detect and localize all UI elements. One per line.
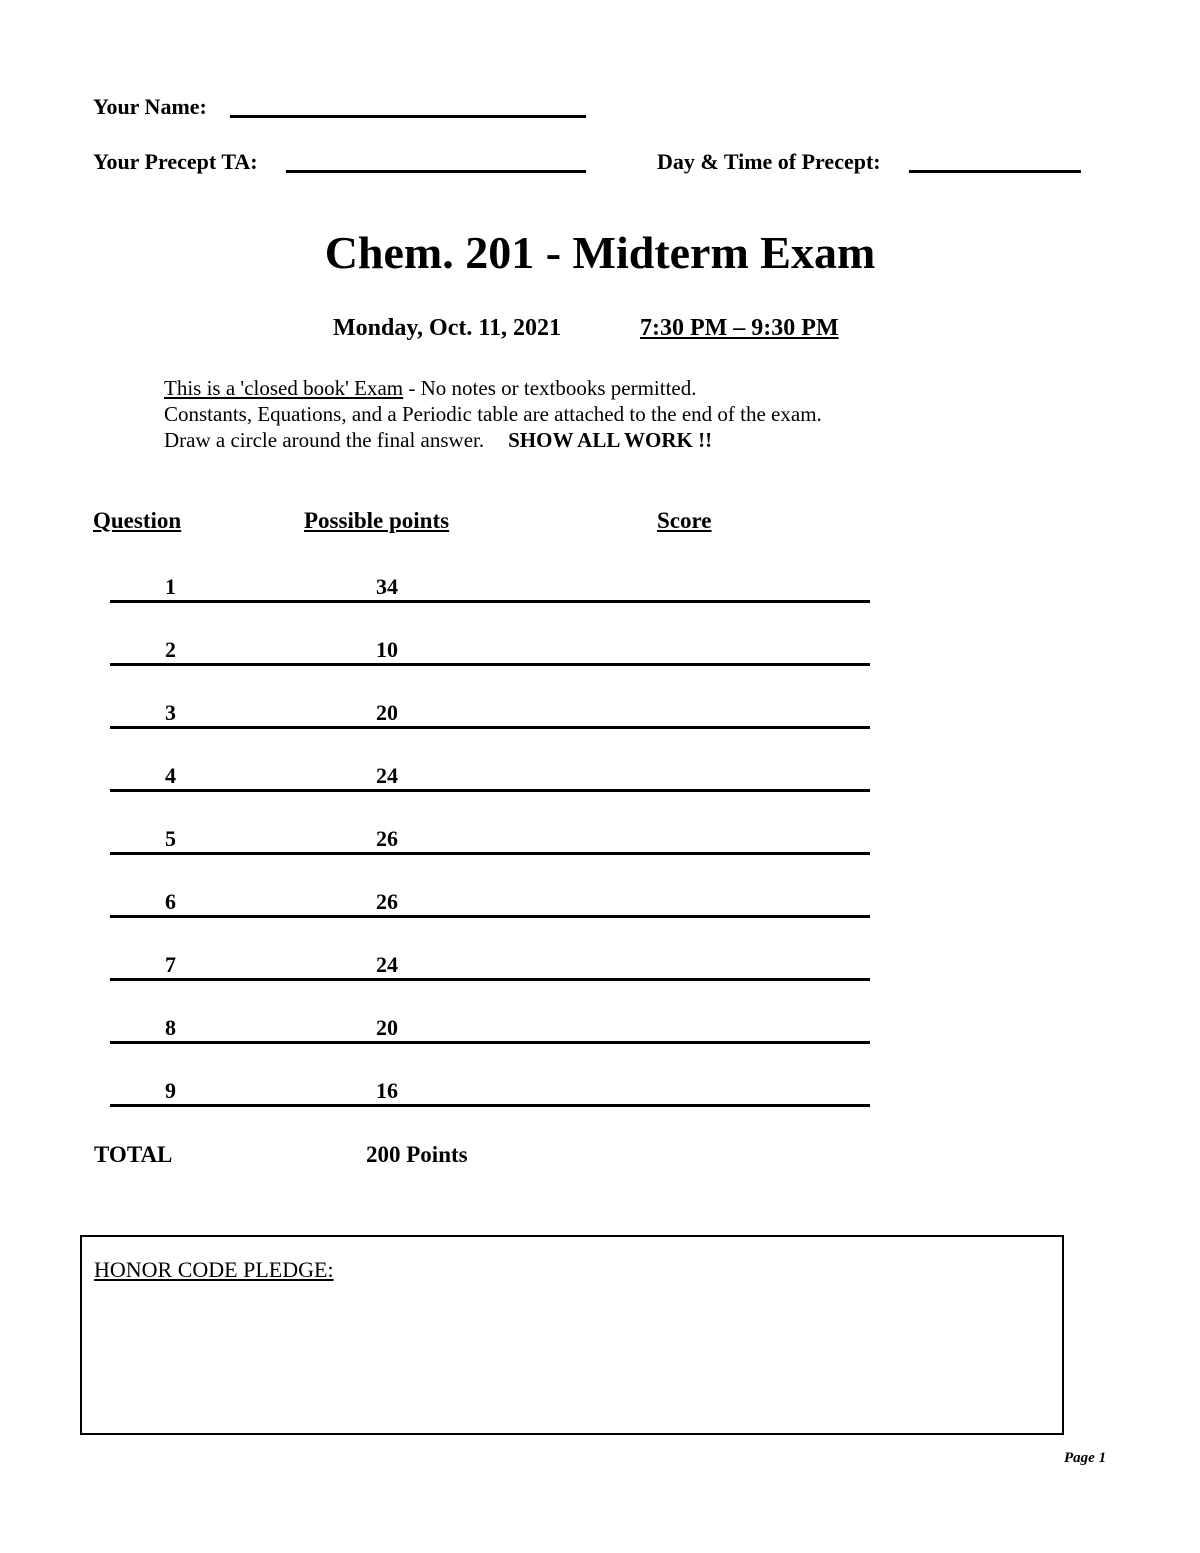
page-number: Page 1 bbox=[1064, 1450, 1107, 1466]
score-row[interactable] bbox=[110, 686, 870, 729]
total-points: 200 Points bbox=[366, 1142, 468, 1167]
possible-points: 16 bbox=[376, 1078, 398, 1103]
instruction-line-1 bbox=[164, 376, 697, 401]
precept-time-label: Day & Time of Precept: bbox=[657, 149, 881, 174]
name-input-line[interactable] bbox=[230, 115, 586, 118]
page-title: Chem. 201 - Midterm Exam bbox=[324, 227, 876, 278]
precept-ta-input-line[interactable] bbox=[286, 170, 586, 173]
closed-book-note: This is a 'closed book' Exam bbox=[164, 376, 404, 400]
score-row[interactable] bbox=[110, 623, 870, 666]
show-all-work-note: SHOW ALL WORK !! bbox=[508, 428, 713, 452]
question-column-header: Question bbox=[93, 508, 182, 533]
instruction-line-3 bbox=[164, 428, 712, 453]
name-label: Your Name: bbox=[93, 94, 207, 119]
possible-points: 34 bbox=[376, 574, 398, 599]
circle-answer-note: Draw a circle around the final answer. bbox=[164, 428, 485, 452]
question-number: 2 bbox=[165, 637, 176, 662]
possible-points: 26 bbox=[376, 889, 398, 914]
possible-points: 26 bbox=[376, 826, 398, 851]
honor-code-pledge-box[interactable] bbox=[80, 1235, 1064, 1435]
exam-date: Monday, Oct. 11, 2021 bbox=[333, 315, 562, 341]
score-row[interactable] bbox=[110, 560, 870, 603]
question-number: 1 bbox=[165, 574, 176, 599]
question-number: 4 bbox=[165, 763, 176, 788]
precept-time-input-line[interactable] bbox=[909, 170, 1081, 173]
question-number: 8 bbox=[165, 1015, 176, 1040]
score-row[interactable] bbox=[110, 1001, 870, 1044]
question-number: 9 bbox=[165, 1078, 176, 1103]
exam-time: 7:30 PM – 9:30 PM bbox=[640, 315, 839, 341]
possible-points: 10 bbox=[376, 637, 398, 662]
question-number: 3 bbox=[165, 700, 176, 725]
points-column-header: Possible points bbox=[304, 508, 450, 533]
score-row[interactable] bbox=[110, 749, 870, 792]
score-row[interactable] bbox=[110, 1064, 870, 1107]
question-number: 7 bbox=[165, 952, 176, 977]
score-row[interactable] bbox=[110, 875, 870, 918]
instruction-line-2: Constants, Equations, and a Periodic table are attached to the end of the exam. bbox=[164, 402, 822, 426]
question-number: 6 bbox=[165, 889, 176, 914]
score-row[interactable] bbox=[110, 938, 870, 981]
total-label: TOTAL bbox=[94, 1142, 173, 1167]
possible-points: 20 bbox=[376, 1015, 398, 1040]
score-column-header: Score bbox=[657, 508, 712, 533]
possible-points: 24 bbox=[376, 763, 398, 788]
question-number: 5 bbox=[165, 826, 176, 851]
score-row[interactable] bbox=[110, 812, 870, 855]
no-notes-note: - No notes or textbooks permitted. bbox=[403, 376, 697, 400]
honor-code-pledge-label: HONOR CODE PLEDGE: bbox=[94, 1257, 334, 1282]
possible-points: 24 bbox=[376, 952, 398, 977]
precept-ta-label: Your Precept TA: bbox=[93, 149, 258, 174]
possible-points: 20 bbox=[376, 700, 398, 725]
